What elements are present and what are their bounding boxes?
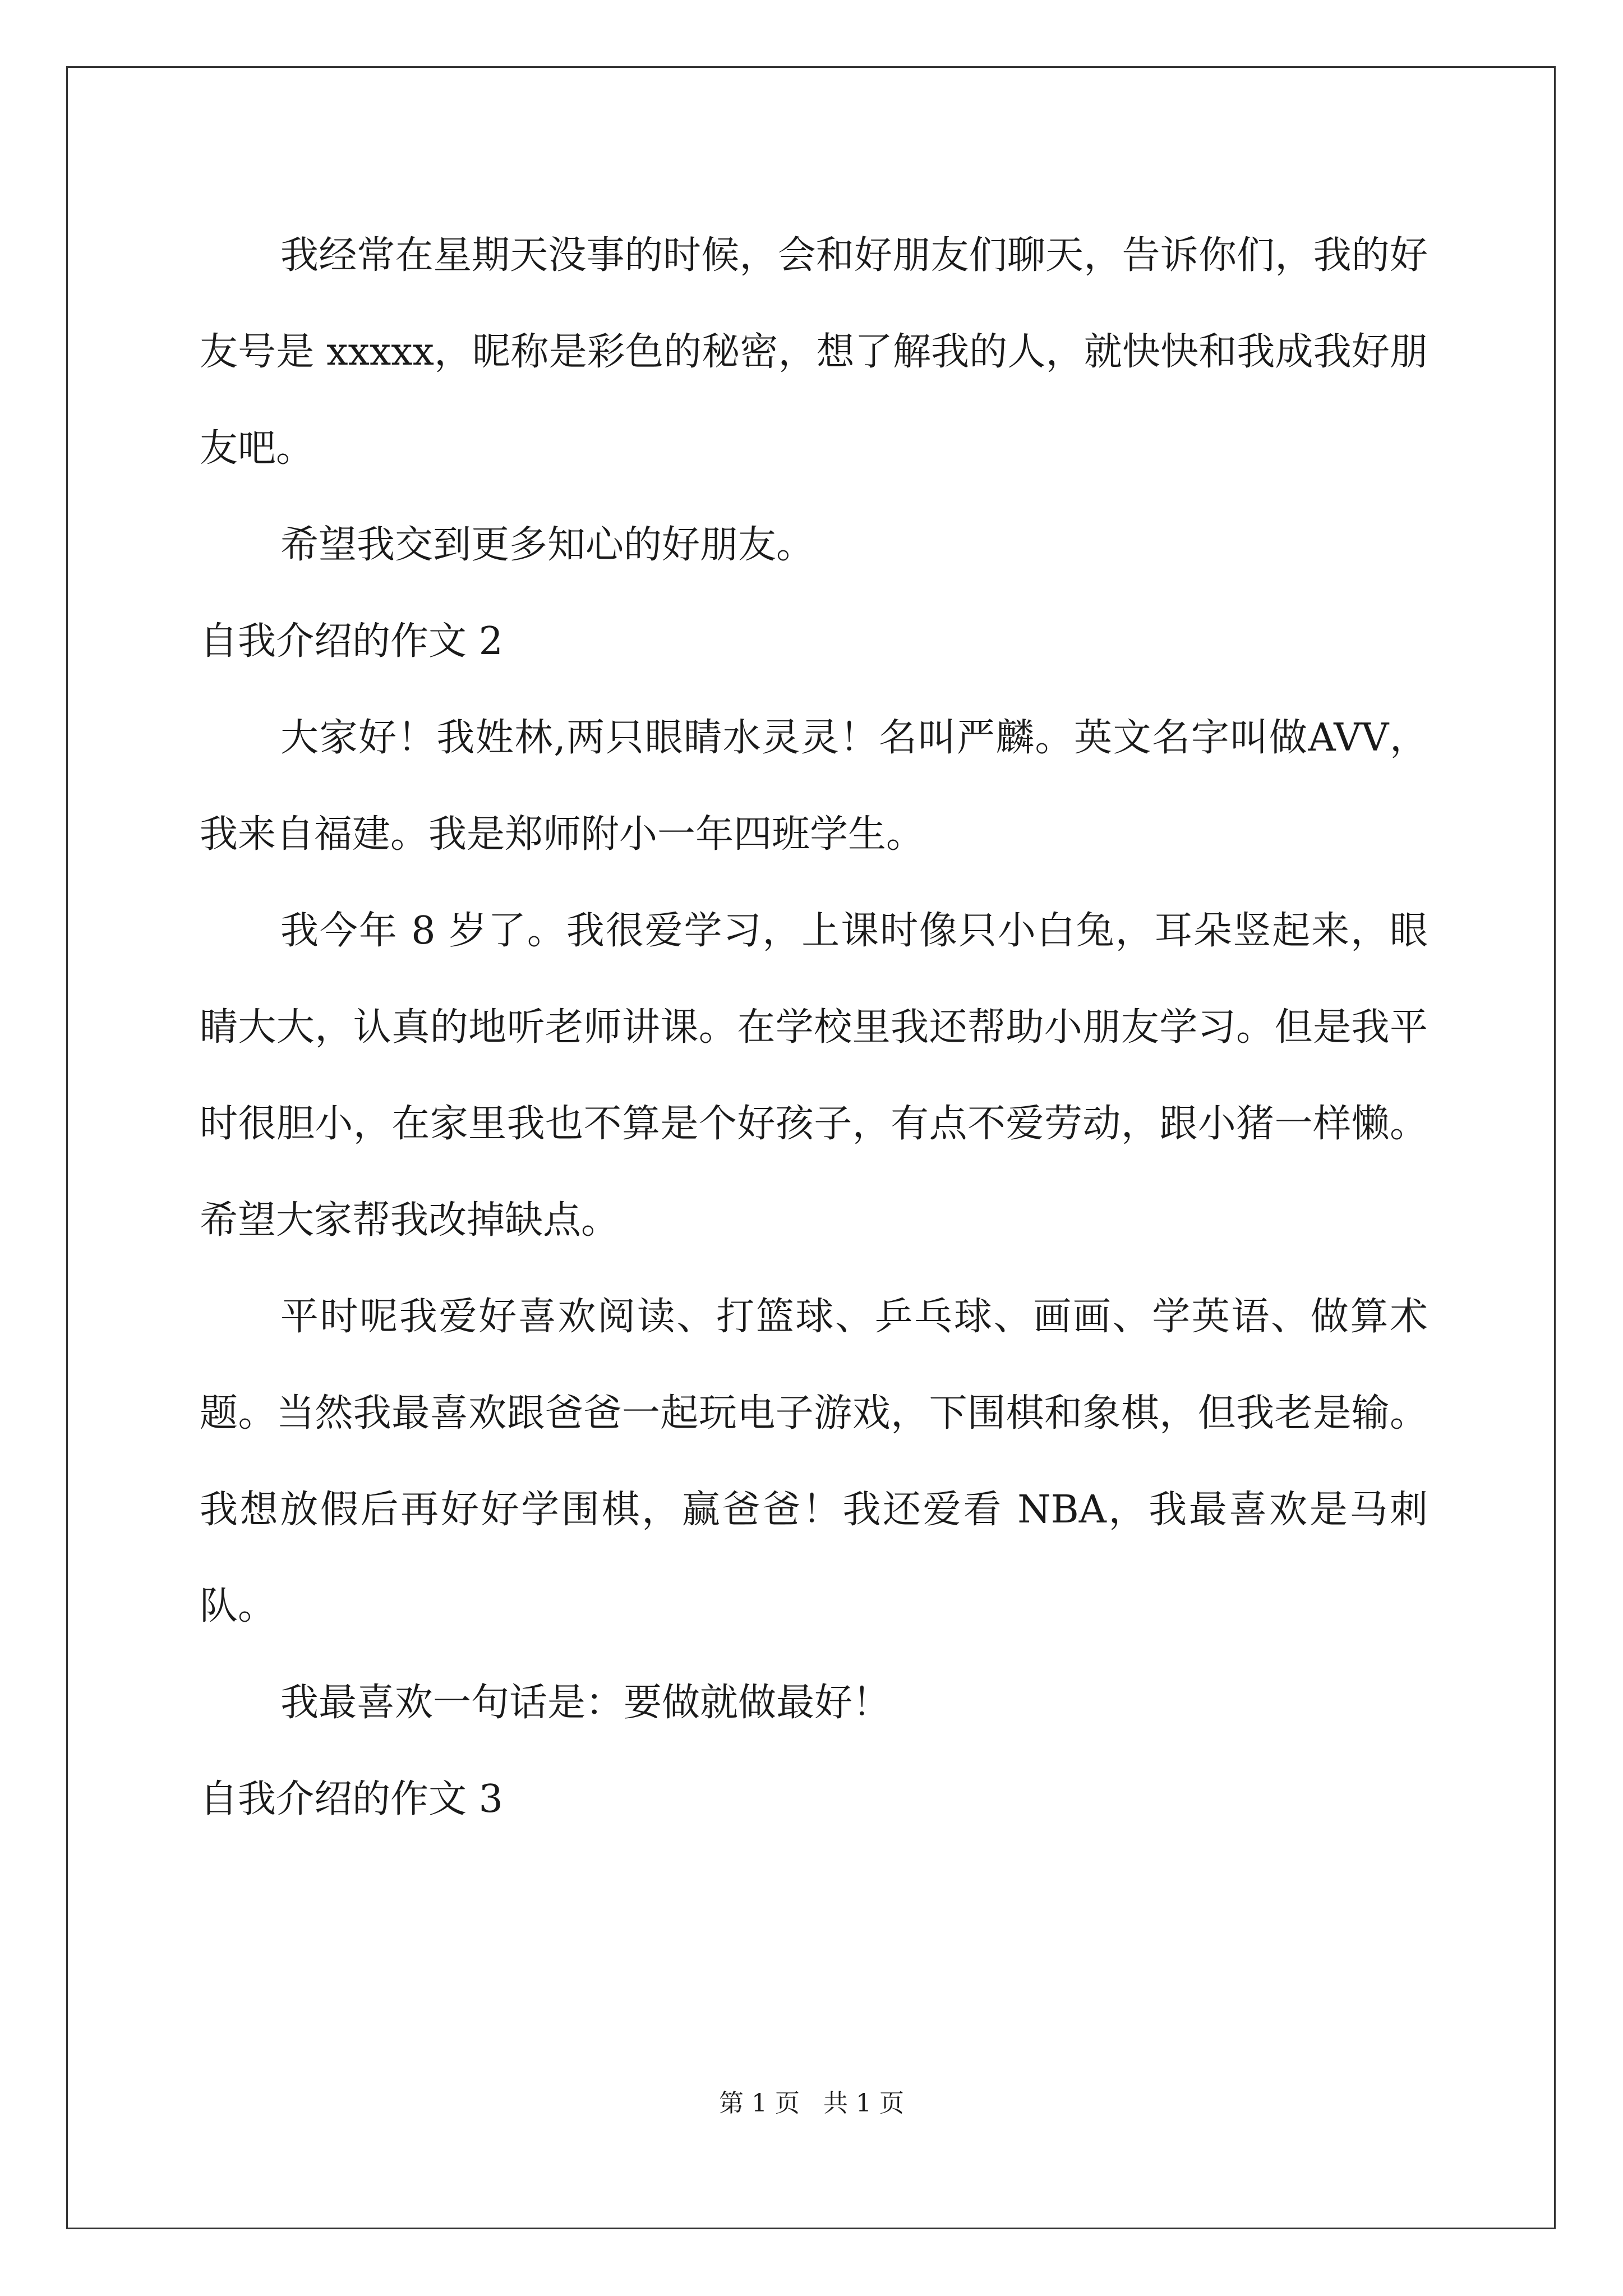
- document-body: [200, 208, 1428, 1848]
- section-heading: 自我介绍的作文 3: [200, 1777, 503, 1821]
- page-footer: 第 1 页 共 1 页: [719, 2089, 904, 2118]
- paragraph: 希望我交到更多知心的好朋友。: [280, 523, 815, 567]
- paragraph: 大家好！我姓林,两只眼睛水灵灵！名叫严麟。英文名字叫做AVV，我来自福建。我是郑师附小一年四班学生。: [200, 716, 1428, 857]
- paragraph: 我经常在星期天没事的时候，会和好朋友们聊天，告诉你们，我的好友号是 xxxxx，昵称是彩色的秘密，想了解我的人，就快快和我成我好朋友吧。: [200, 233, 1428, 471]
- paragraph: 我今年 8 岁了。我很爱学习，上课时像只小白兔，耳朵竖起来，眼睛大大，认真的地听老师讲课。在学校里我还帮助小朋友学习。但是我平时很胆小，在家里我也不算是个好孩子，有点不爱劳动，跟小猪一样懒。希望大家帮我改掉缺点。: [200, 909, 1428, 1243]
- section-heading: 自我介绍的作文 2: [200, 619, 503, 664]
- paragraph: 平时呢我爱好喜欢阅读、打篮球、乒乓球、画画、学英语、做算术题。当然我最喜欢跟爸爸一起玩电子游戏，下围棋和象棋，但我老是输。我想放假后再好好学围棋，赢爸爸！我还爱看 NBA，我最喜欢是马刺队。: [200, 1295, 1428, 1628]
- paragraph: 我最喜欢一句话是：要做就做最好！: [280, 1681, 891, 1725]
